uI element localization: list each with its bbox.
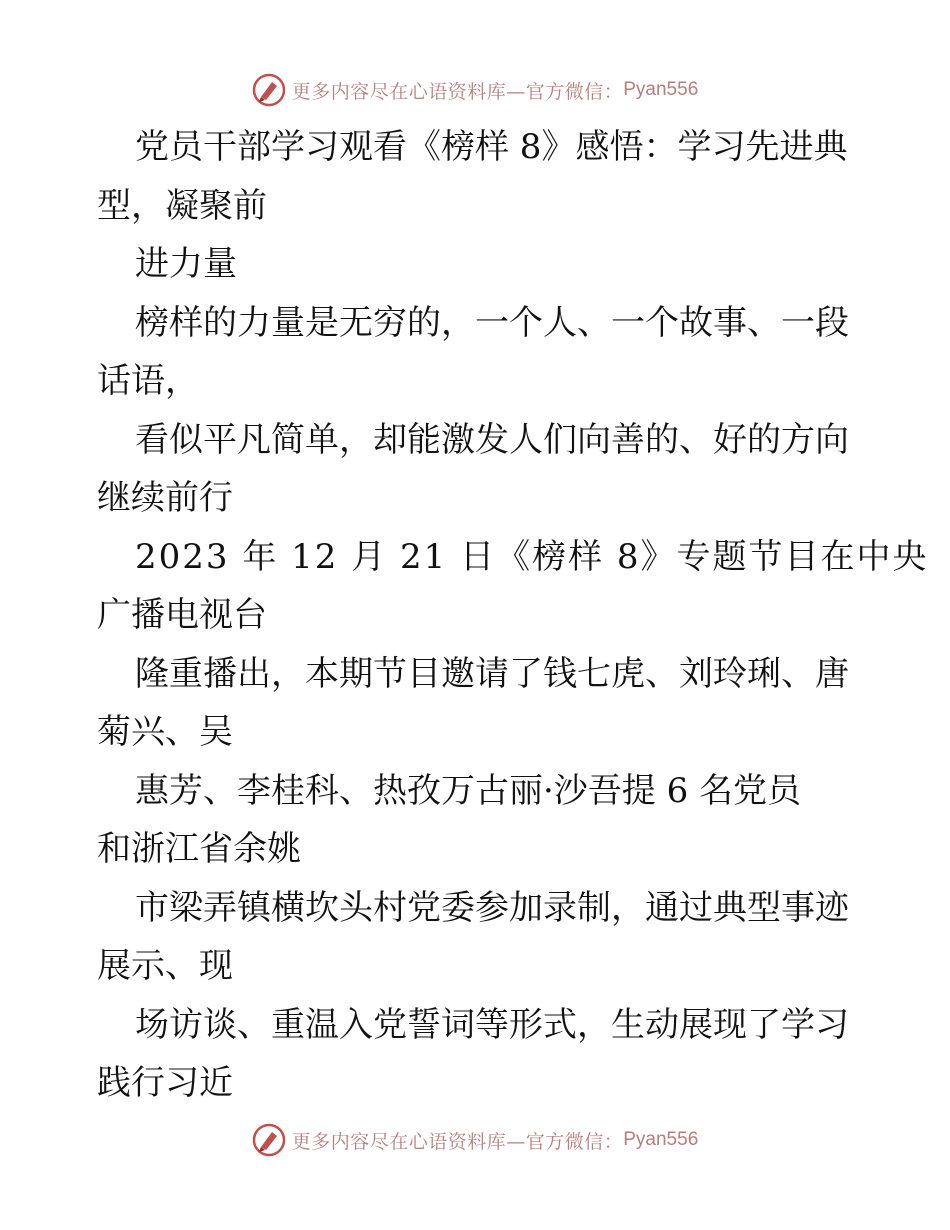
text-line: 型，凝聚前 <box>97 185 267 226</box>
text-line: 菊兴、吴 <box>97 712 233 752</box>
text-line: 看似平凡简单，却能激发人们向善的、好的方向 <box>135 419 849 460</box>
document-body <box>97 118 929 1113</box>
text-line: 展示、现 <box>97 946 233 986</box>
banner-text: 更多内容尽在心语资料库—官方微信： <box>291 80 624 103</box>
text-line: 榜样的力量是无穷的，一个人、一个故事、一段 <box>135 302 849 343</box>
text-line: 进力量 <box>135 244 237 284</box>
text-line: 广播电视台 <box>97 595 267 635</box>
logo-icon <box>252 1123 286 1157</box>
header-watermark-banner <box>0 70 950 110</box>
text-line: 和浙江省余姚 <box>97 829 301 869</box>
text-line: 党员干部学习观看《榜样 8》感悟：学习先进典 <box>135 127 848 167</box>
text-line: 2023 年 12 月 21 日《榜样 8》专题节目在中央 <box>135 536 929 577</box>
banner-text: 更多内容尽在心语资料库—官方微信： <box>291 1130 624 1153</box>
text-line: 践行习近 <box>97 1063 233 1103</box>
text-line: 话语， <box>97 361 199 401</box>
text-line: 隆重播出，本期节目邀请了钱七虎、刘玲琍、唐 <box>135 653 849 694</box>
text-line: 惠芳、李桂科、热孜万古丽·沙吾提 6 名党员 <box>135 770 802 811</box>
footer-watermark-banner <box>0 1120 950 1160</box>
text-line: 继续前行 <box>97 478 233 518</box>
text-line: 市梁弄镇横坎头村党委参加录制，通过典型事迹 <box>135 887 849 928</box>
wechat-id: Pyan556 <box>623 79 699 100</box>
logo-icon <box>252 73 286 107</box>
wechat-id: Pyan556 <box>623 1129 699 1150</box>
text-line: 场访谈、重温入党誓词等形式，生动展现了学习 <box>135 1004 849 1045</box>
